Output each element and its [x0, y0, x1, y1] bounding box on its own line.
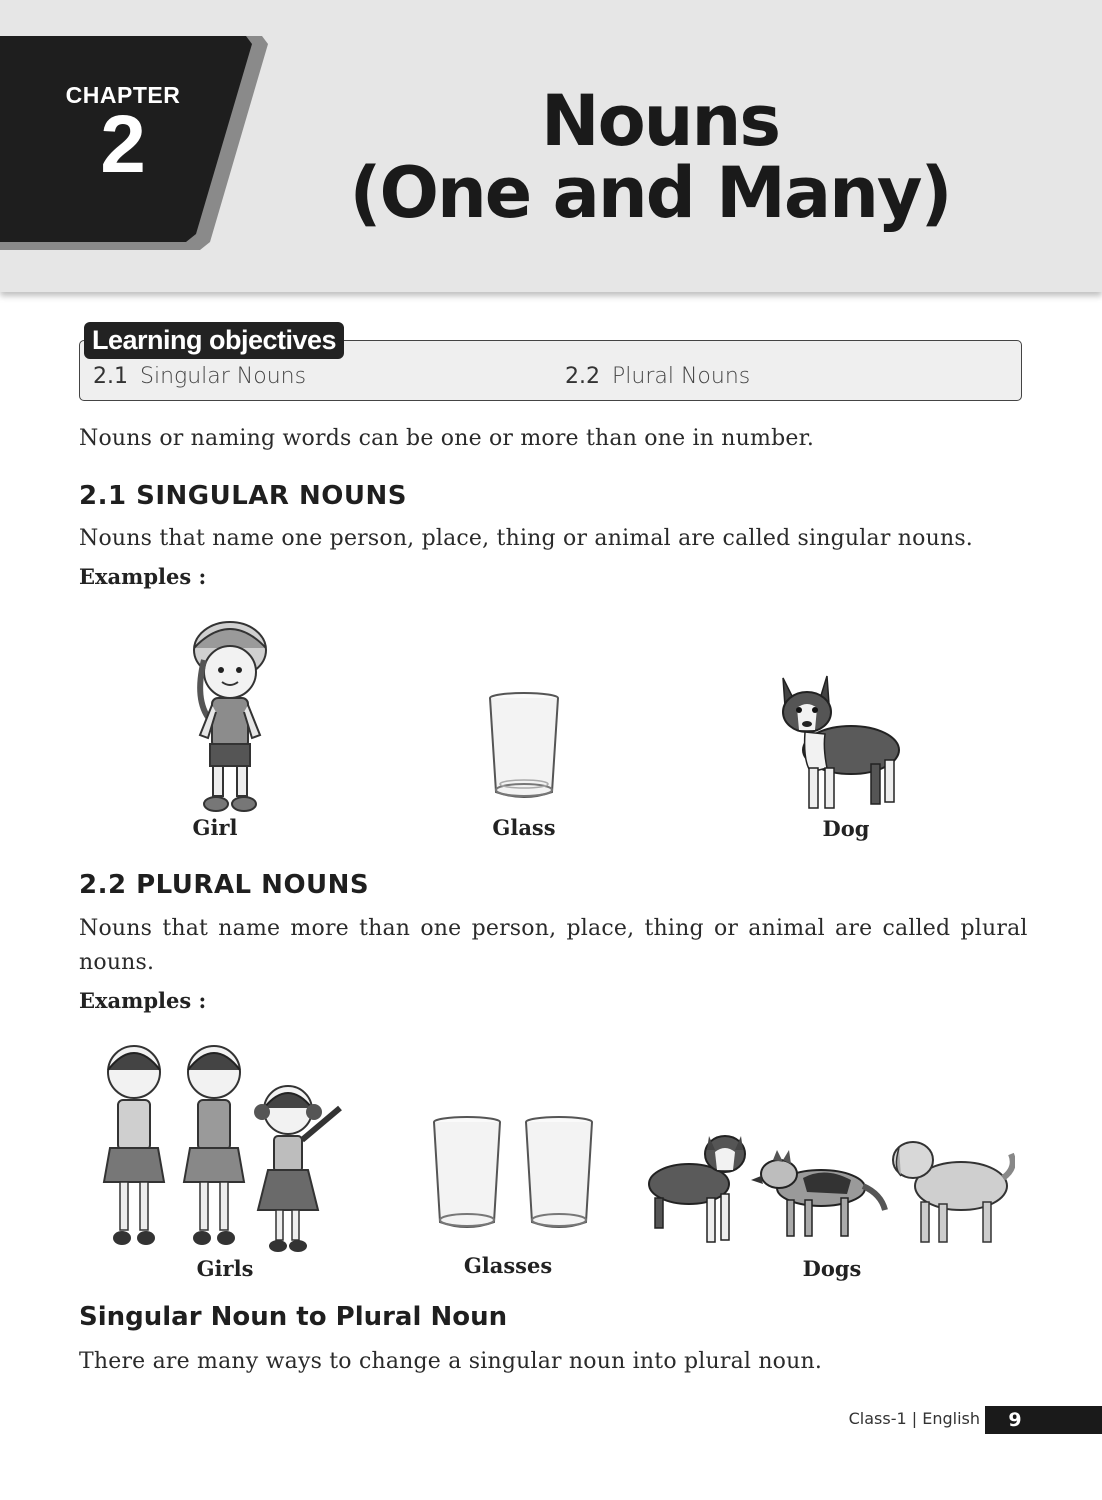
plural-definition: Nouns that name more than one person, place, thing or animal are called plural	[79, 916, 1028, 941]
chapter-title-line2: (One and Many)	[349, 152, 951, 234]
section-heading-plural: 2.2 PLURAL NOUNS	[79, 870, 370, 900]
objective-text: Singular Nouns	[140, 364, 307, 389]
page-number: 9	[1008, 1409, 1022, 1431]
conversion-text: There are many ways to change a singular noun into plural noun.	[79, 1349, 823, 1374]
footer-class-subject: Class-1 | English	[848, 1409, 980, 1428]
caption-girls: Girls	[196, 1256, 254, 1281]
dogs-illustration	[645, 1128, 1015, 1250]
singular-definition: Nouns that name one person, place, thing or animal are called singular nouns.	[79, 526, 974, 551]
examples-label: Examples :	[79, 564, 207, 589]
objective-text: Plural Nouns	[612, 364, 751, 389]
objective-item	[565, 364, 750, 389]
glasses-illustration	[430, 1116, 596, 1234]
section-heading-singular: 2.1 SINGULAR NOUNS	[79, 481, 407, 511]
caption-glasses: Glasses	[463, 1253, 553, 1278]
girl-illustration	[180, 610, 280, 815]
objective-number: 2.1	[93, 364, 128, 389]
intro-paragraph: Nouns or naming words can be one or more than one in number.	[79, 426, 815, 451]
caption-dogs: Dogs	[802, 1256, 862, 1281]
objective-item	[93, 364, 306, 389]
caption-dog: Dog	[822, 816, 870, 841]
chapter-number: 2	[100, 99, 146, 190]
caption-glass: Glass	[492, 815, 556, 840]
learning-objectives-title: Learning objectives	[84, 322, 344, 359]
objective-number: 2.2	[565, 364, 600, 389]
chapter-title-line1: Nouns	[540, 80, 779, 162]
girls-illustration	[92, 1042, 357, 1254]
caption-girl: Girl	[192, 815, 238, 840]
plural-definition-continued: nouns.	[79, 950, 155, 975]
glass-illustration	[486, 692, 562, 804]
section-heading-conversion: Singular Noun to Plural Noun	[79, 1302, 508, 1332]
dog-illustration	[775, 672, 905, 817]
examples-label: Examples :	[79, 988, 207, 1013]
chapter-label: CHAPTER	[65, 82, 181, 108]
